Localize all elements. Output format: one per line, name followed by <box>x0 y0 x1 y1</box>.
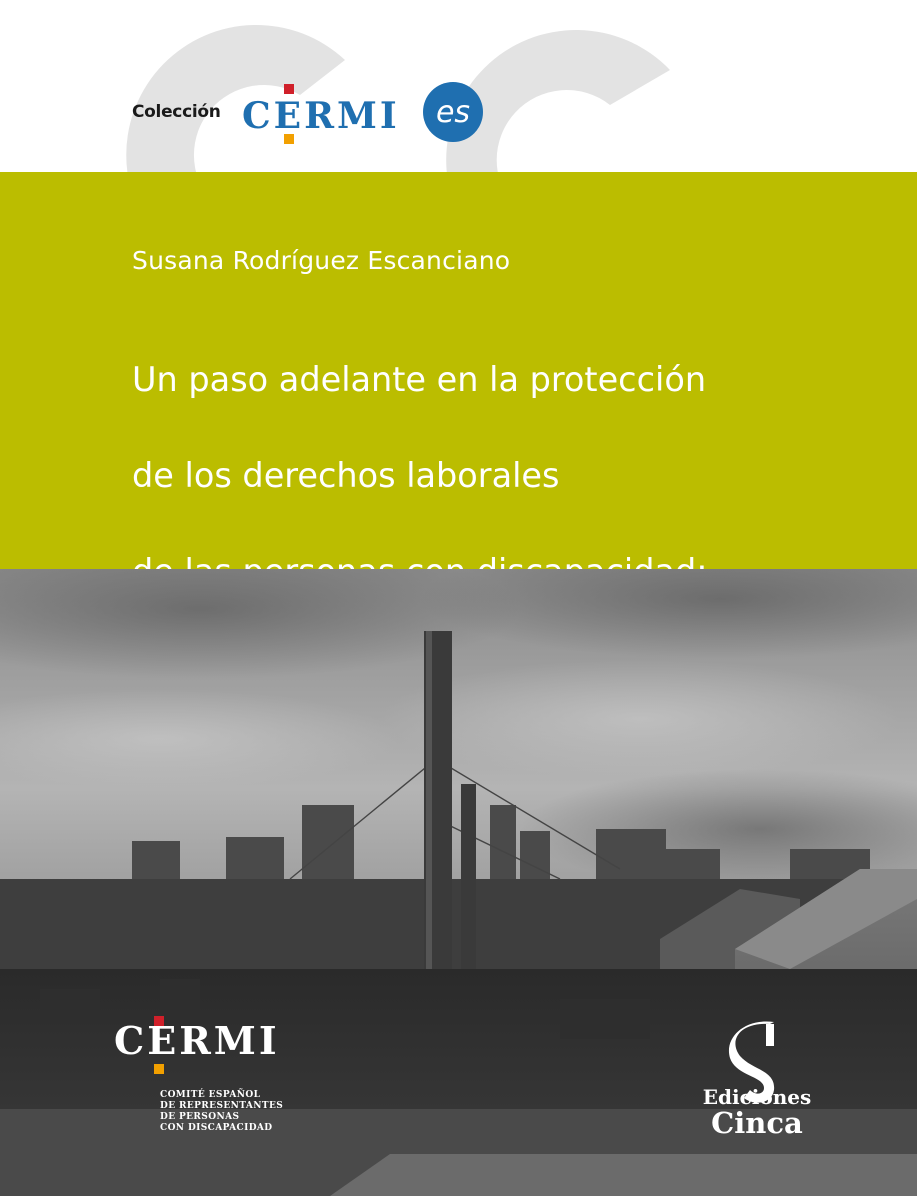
cermi-es-logo <box>240 78 490 148</box>
cermi-logo-word: CERMI <box>242 95 400 137</box>
author-name: Susana Rodríguez Escanciano <box>132 246 511 275</box>
cermi-logo-word-white: CERMI <box>114 1018 280 1063</box>
cermi-subtitle-line: CON DISCAPACIDAD <box>160 1123 273 1133</box>
publisher-line-ediciones: Ediciones <box>702 1085 812 1109</box>
title-line: Un paso adelante en la protección <box>132 360 707 399</box>
es-badge-text: es <box>435 95 471 130</box>
cover-header <box>0 0 917 172</box>
cermi-subtitle-line: COMITÉ ESPAÑOL <box>160 1090 261 1100</box>
cermi-subtitle-line: DE PERSONAS <box>160 1112 240 1122</box>
cermi-subtitle <box>160 1090 330 1134</box>
title-line: de los derechos laborales <box>132 456 560 495</box>
cermi-subtitle-line: DE REPRESENTANTES <box>160 1101 284 1111</box>
publisher-name <box>702 1086 812 1138</box>
publisher-line-cinca: Cinca <box>711 1106 803 1140</box>
collection-label: Colección <box>132 102 221 122</box>
